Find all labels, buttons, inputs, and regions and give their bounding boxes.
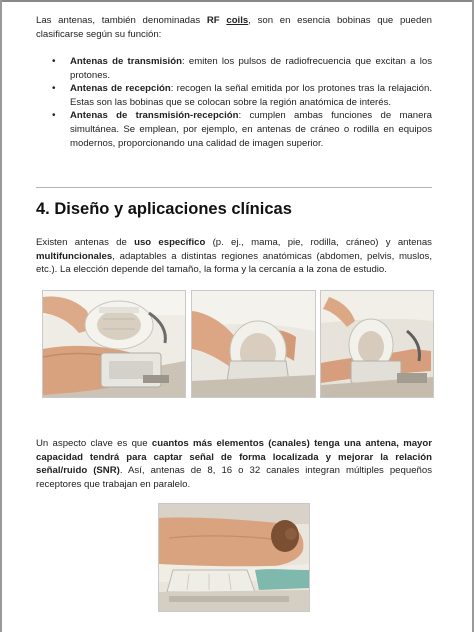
intro-rf: RF: [206, 15, 227, 26]
design-paragraph: [36, 236, 432, 277]
section-divider: [36, 187, 432, 188]
design-bold-specific: uso específico: [134, 237, 206, 248]
channels-text: Un aspecto clave es que: [36, 438, 152, 449]
intro-paragraph: [36, 14, 432, 41]
intro-text: Las antenas, también denominadas: [36, 15, 207, 26]
bullet-icon: •: [52, 83, 56, 95]
antenna-type-list: [50, 55, 432, 150]
page-frame-top: [0, 0, 474, 2]
list-item: [50, 55, 432, 82]
list-item-term: Antenas de transmisión: [70, 56, 182, 67]
channels-bold: cuantos más elementos (canales) tenga una antena, mayor capacidad tendrá para captar señal de forma localizada y mejorar la relación señal/ruido (SNR): [36, 438, 432, 477]
list-item: [50, 109, 432, 150]
intro-coils: coils: [226, 15, 249, 26]
list-item-text: : emiten los pulsos de radiofrecuencia que excitan a los protones.: [70, 56, 433, 81]
design-text: (p. ej., mama, pie, rodilla, cráneo) y antenas: [205, 237, 432, 248]
foot-coil-photo: [320, 290, 434, 398]
design-text: , adaptables a distintas regiones anatómicas (abdomen, pelvis, muslos, etc.). La elección depende del tamaño, la forma y la cercanía a la zona de estudio.: [36, 250, 432, 276]
bullet-icon: •: [52, 56, 56, 67]
list-item-term: Antenas de recepción: [70, 83, 171, 95]
bullet-icon: •: [52, 110, 56, 122]
intro-text-end: , son en esencia bobinas que pueden clasificarse según su función:: [36, 15, 432, 40]
list-item-term: Antenas de transmisión-recepción: [70, 110, 239, 122]
limb-coil-photo: [191, 290, 316, 398]
spine-coil-photo: [158, 503, 310, 612]
list-item-text: : cumplen ambas funciones de manera simultánea. Se emplean, por ejemplo, en antenas de cráneo o rodilla en equipos modernos, proporcionando una calidad de imagen superior.: [70, 110, 432, 149]
section-heading: 4. Diseño y aplicaciones clínicas: [36, 200, 292, 218]
design-bold-multi: multifuncionales: [36, 250, 113, 262]
list-item: [50, 82, 432, 109]
list-item-text: : recogen la señal emitida por los protones tras la relajación. Estas son las bobinas que se colocan sobre la región anatómica de interés.: [70, 83, 432, 108]
channels-text-end: . Así, antenas de 8, 16 o 32 canales integran múltiples pequeños receptores que trabajan en paralelo.: [36, 465, 432, 490]
channels-paragraph: [36, 437, 432, 491]
page-frame-left: [0, 0, 2, 632]
knee-coil-photo: [42, 290, 186, 398]
design-text: Existen antenas de: [36, 237, 135, 248]
